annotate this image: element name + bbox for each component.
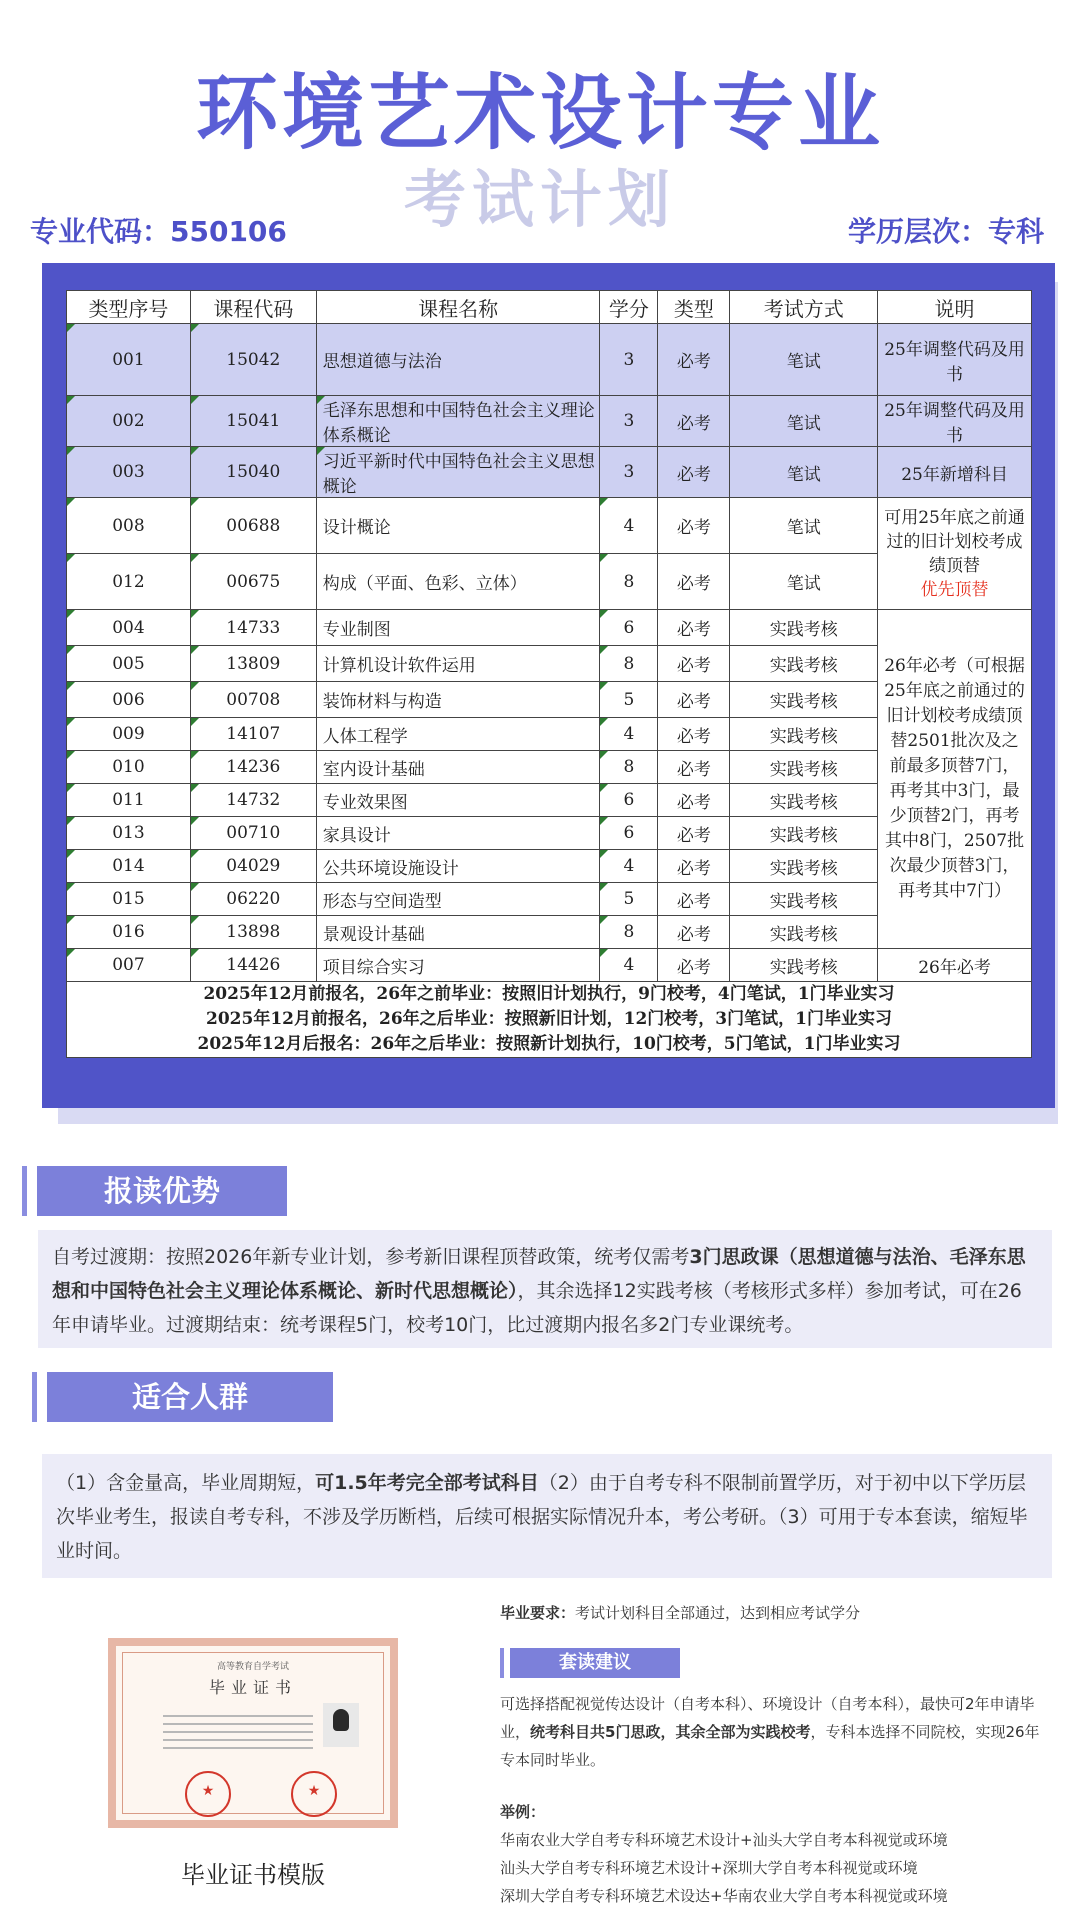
cell-code: 13898 bbox=[190, 916, 316, 949]
cell-credit: 6 bbox=[600, 784, 658, 817]
cell-code: 00675 bbox=[190, 554, 316, 610]
certificate-image bbox=[108, 1638, 398, 1828]
cell-note bbox=[878, 498, 1032, 610]
cell-code: 14236 bbox=[190, 751, 316, 784]
cell-credit: 6 bbox=[600, 610, 658, 646]
table-footer-row bbox=[67, 982, 1032, 1058]
advantage-text: 自考过渡期：按照2026年新专业计划，参考新旧课程顶替政策，统考仅需考 bbox=[52, 1246, 690, 1268]
table-row bbox=[67, 396, 1032, 447]
advantage-panel bbox=[38, 1230, 1052, 1348]
cell-type: 必考 bbox=[658, 883, 730, 916]
cell-exam: 实践考核 bbox=[730, 949, 878, 982]
cell-no: 010 bbox=[67, 751, 191, 784]
cell-no: 009 bbox=[67, 718, 191, 751]
cell-no: 002 bbox=[67, 396, 191, 447]
cell-type: 必考 bbox=[658, 610, 730, 646]
cell-name: 专业制图 bbox=[316, 610, 600, 646]
cell-code: 14426 bbox=[190, 949, 316, 982]
seal-icon bbox=[185, 1771, 231, 1817]
cell-no: 001 bbox=[67, 324, 191, 396]
cell-exam: 实践考核 bbox=[730, 751, 878, 784]
cell-name: 家具设计 bbox=[316, 817, 600, 850]
cell-type: 必考 bbox=[658, 718, 730, 751]
cell-exam: 实践考核 bbox=[730, 646, 878, 682]
cell-type: 必考 bbox=[658, 324, 730, 396]
cell-note: 26年必考（可根据25年底之前通过的旧计划校考成绩顶替2501批次及之前最多顶替7门，再考其中3门，最少顶替2门，再考其中8门，2507批次最少顶替3门，再考其中7门） bbox=[878, 610, 1032, 949]
cell-credit: 3 bbox=[600, 324, 658, 396]
cell-credit: 5 bbox=[600, 883, 658, 916]
audience-text: （2）由于自考专科不限制前置学历，对于初中以下学历层次毕业考生，报读自考专科，不涉及学历断档，后续可根据实际情况升本，考公考研。（3）可用于专本套读，缩短毕业时间。 bbox=[56, 1472, 1028, 1562]
cell-exam: 实践考核 bbox=[730, 718, 878, 751]
cell-code: 15042 bbox=[190, 324, 316, 396]
cell-exam: 笔试 bbox=[730, 554, 878, 610]
audience-heading bbox=[32, 1372, 333, 1422]
cell-name: 室内设计基础 bbox=[316, 751, 600, 784]
audience-text: （1）含金量高，毕业周期短， bbox=[56, 1472, 316, 1494]
cell-no: 003 bbox=[67, 447, 191, 498]
cell-no: 005 bbox=[67, 646, 191, 682]
certificate-caption: 毕业证书模版 bbox=[181, 1861, 325, 1889]
exam-plan-table bbox=[66, 290, 1032, 1058]
cell-code: 13809 bbox=[190, 646, 316, 682]
certificate-title: 毕业证书 bbox=[208, 1678, 297, 1697]
cell-no: 008 bbox=[67, 498, 191, 554]
suggest-highlight: 统考科目共5门思政，其余全部为实践校考 bbox=[530, 1723, 811, 1741]
cell-no: 015 bbox=[67, 883, 191, 916]
cell-name: 项目综合实习 bbox=[316, 949, 600, 982]
suggest-text bbox=[500, 1690, 1040, 1774]
table-footer bbox=[67, 982, 1032, 1058]
cell-exam: 实践考核 bbox=[730, 682, 878, 718]
cell-code: 15040 bbox=[190, 447, 316, 498]
cell-code: 14107 bbox=[190, 718, 316, 751]
cell-exam: 笔试 bbox=[730, 498, 878, 554]
certificate-top-text: 高等教育自学考试 bbox=[216, 1662, 289, 1672]
table-row bbox=[67, 498, 1032, 554]
heading-bar bbox=[22, 1166, 27, 1216]
seal-icon bbox=[291, 1771, 337, 1817]
cell-type: 必考 bbox=[658, 817, 730, 850]
cell-credit: 3 bbox=[600, 396, 658, 447]
cell-credit: 4 bbox=[600, 949, 658, 982]
suggest-text-part: ，专科本选择不同院校，实现26年专本同时毕业。 bbox=[500, 1723, 1040, 1769]
example-line: 华南农业大学自考专科环境艺术设计+汕头大学自考本科视觉或环境 bbox=[500, 1831, 948, 1849]
audience-highlight: 可1.5年考完全部考试科目 bbox=[315, 1472, 539, 1494]
cell-no: 007 bbox=[67, 949, 191, 982]
col-header: 类型 bbox=[658, 291, 730, 324]
col-header: 课程代码 bbox=[190, 291, 316, 324]
note-text: 可用25年底之前通过的旧计划校考成绩顶替 bbox=[884, 507, 1025, 576]
cell-name: 景观设计基础 bbox=[316, 916, 600, 949]
heading-label: 报读优势 bbox=[37, 1166, 287, 1216]
suggest-text-part: 可选择搭配视觉传达设计（自考本科）、环境设计（自考本科），最快可2年申请毕业， bbox=[500, 1695, 1035, 1741]
cell-credit: 4 bbox=[600, 498, 658, 554]
cell-name: 装饰材料与构造 bbox=[316, 682, 600, 718]
cell-code: 00710 bbox=[190, 817, 316, 850]
example-block bbox=[500, 1798, 948, 1910]
cell-code: 00708 bbox=[190, 682, 316, 718]
table-row bbox=[67, 324, 1032, 396]
cell-code: 14733 bbox=[190, 610, 316, 646]
cell-exam: 实践考核 bbox=[730, 883, 878, 916]
footer-line: 2025年12月前报名，26年之前毕业：按照旧计划执行，9门校考，4门笔试，1门毕业实习 bbox=[203, 984, 895, 1004]
cell-exam: 实践考核 bbox=[730, 817, 878, 850]
example-line: 深圳大学自考专科环境艺术设达+华南农业大学自考本科视觉或环境 bbox=[500, 1887, 948, 1905]
cell-exam: 实践考核 bbox=[730, 850, 878, 883]
table-row bbox=[67, 949, 1032, 982]
suggest-heading bbox=[500, 1648, 680, 1678]
education-level: 学历层次：专科 bbox=[847, 215, 1044, 248]
cell-exam: 实践考核 bbox=[730, 916, 878, 949]
example-line: 汕头大学自考专科环境艺术设计+深圳大学自考本科视觉或环境 bbox=[500, 1859, 918, 1877]
cell-code: 15041 bbox=[190, 396, 316, 447]
table-row bbox=[67, 610, 1032, 646]
cell-credit: 8 bbox=[600, 916, 658, 949]
cell-no: 011 bbox=[67, 784, 191, 817]
cell-name: 计算机设计软件运用 bbox=[316, 646, 600, 682]
cell-note: 25年调整代码及用书 bbox=[878, 396, 1032, 447]
cell-exam: 笔试 bbox=[730, 396, 878, 447]
cell-type: 必考 bbox=[658, 916, 730, 949]
cell-credit: 8 bbox=[600, 751, 658, 784]
cell-name: 习近平新时代中国特色社会主义思想概论 bbox=[316, 447, 600, 498]
cell-note: 25年调整代码及用书 bbox=[878, 324, 1032, 396]
cell-exam: 实践考核 bbox=[730, 784, 878, 817]
cell-type: 必考 bbox=[658, 447, 730, 498]
footer-line: 2025年12月前报名，26年之后毕业：按照新旧计划，12门校考，3门笔试，1门毕业实习 bbox=[206, 1009, 892, 1029]
cell-type: 必考 bbox=[658, 949, 730, 982]
cell-name: 人体工程学 bbox=[316, 718, 600, 751]
audience-panel bbox=[42, 1454, 1052, 1578]
cell-exam: 笔试 bbox=[730, 447, 878, 498]
cell-no: 016 bbox=[67, 916, 191, 949]
cell-exam: 笔试 bbox=[730, 324, 878, 396]
cell-type: 必考 bbox=[658, 682, 730, 718]
col-header: 学分 bbox=[600, 291, 658, 324]
cell-type: 必考 bbox=[658, 396, 730, 447]
advantage-heading bbox=[22, 1166, 287, 1216]
cell-exam: 实践考核 bbox=[730, 610, 878, 646]
cell-no: 006 bbox=[67, 682, 191, 718]
heading-bar bbox=[32, 1372, 37, 1422]
advantage-highlight: 3门思政课（思想道德与法治、毛泽东思想和中国特色社会主义理论体系概论、新时代思想概论） bbox=[52, 1246, 1026, 1302]
table-header-row bbox=[67, 291, 1032, 324]
cell-credit: 3 bbox=[600, 447, 658, 498]
advantage-text: ，其余选择12实践考核（考核形式多样）参加考试，可在26年申请毕业。过渡期结束：统考课程5门，校考10门，比过渡期内报名多2门专业课统考。 bbox=[52, 1280, 1022, 1336]
certificate-photo bbox=[323, 1703, 359, 1747]
cell-name: 毛泽东思想和中国特色社会主义理论体系概论 bbox=[316, 396, 600, 447]
graduation-label: 毕业要求： bbox=[500, 1604, 576, 1622]
cell-type: 必考 bbox=[658, 498, 730, 554]
cell-note: 26年必考 bbox=[878, 949, 1032, 982]
graduation-requirement bbox=[500, 1602, 860, 1623]
cell-no: 012 bbox=[67, 554, 191, 610]
cell-note: 25年新增科目 bbox=[878, 447, 1032, 498]
heading-bar bbox=[500, 1648, 504, 1678]
footer-line: 2025年12月后报名：26年之后毕业：按照新计划执行，10门校考，5门笔试，1门毕业实习 bbox=[197, 1034, 901, 1054]
cell-code: 06220 bbox=[190, 883, 316, 916]
cell-credit: 8 bbox=[600, 646, 658, 682]
cell-code: 14732 bbox=[190, 784, 316, 817]
cell-no: 013 bbox=[67, 817, 191, 850]
cell-name: 设计概论 bbox=[316, 498, 600, 554]
certificate-text-lines bbox=[163, 1709, 313, 1755]
major-code: 专业代码：550106 bbox=[30, 215, 287, 248]
cell-type: 必考 bbox=[658, 784, 730, 817]
col-header: 考试方式 bbox=[730, 291, 878, 324]
cell-name: 构成（平面、色彩、立体） bbox=[316, 554, 600, 610]
cell-credit: 8 bbox=[600, 554, 658, 610]
table-row bbox=[67, 447, 1032, 498]
cell-type: 必考 bbox=[658, 850, 730, 883]
cell-name: 专业效果图 bbox=[316, 784, 600, 817]
cell-credit: 5 bbox=[600, 682, 658, 718]
heading-label: 套读建议 bbox=[510, 1648, 680, 1678]
heading-label: 适合人群 bbox=[47, 1372, 333, 1422]
page-subtitle: 考试计划 bbox=[403, 163, 676, 236]
col-header: 类型序号 bbox=[67, 291, 191, 324]
cell-type: 必考 bbox=[658, 554, 730, 610]
graduation-text: 考试计划科目全部通过，达到相应考试学分 bbox=[575, 1604, 861, 1622]
certificate-border bbox=[122, 1652, 384, 1814]
note-highlight: 优先顶替 bbox=[920, 579, 989, 600]
cell-name: 思想道德与法治 bbox=[316, 324, 600, 396]
cell-no: 004 bbox=[67, 610, 191, 646]
cell-credit: 4 bbox=[600, 718, 658, 751]
cell-code: 04029 bbox=[190, 850, 316, 883]
cell-type: 必考 bbox=[658, 751, 730, 784]
col-header: 说明 bbox=[878, 291, 1032, 324]
col-header: 课程名称 bbox=[316, 291, 600, 324]
example-label: 举例： bbox=[500, 1803, 546, 1821]
cell-name: 形态与空间造型 bbox=[316, 883, 600, 916]
page-title: 环境艺术设计专业 bbox=[195, 66, 884, 161]
cell-code: 00688 bbox=[190, 498, 316, 554]
cell-type: 必考 bbox=[658, 646, 730, 682]
cell-credit: 6 bbox=[600, 817, 658, 850]
cell-name: 公共环境设施设计 bbox=[316, 850, 600, 883]
cell-no: 014 bbox=[67, 850, 191, 883]
cell-credit: 4 bbox=[600, 850, 658, 883]
